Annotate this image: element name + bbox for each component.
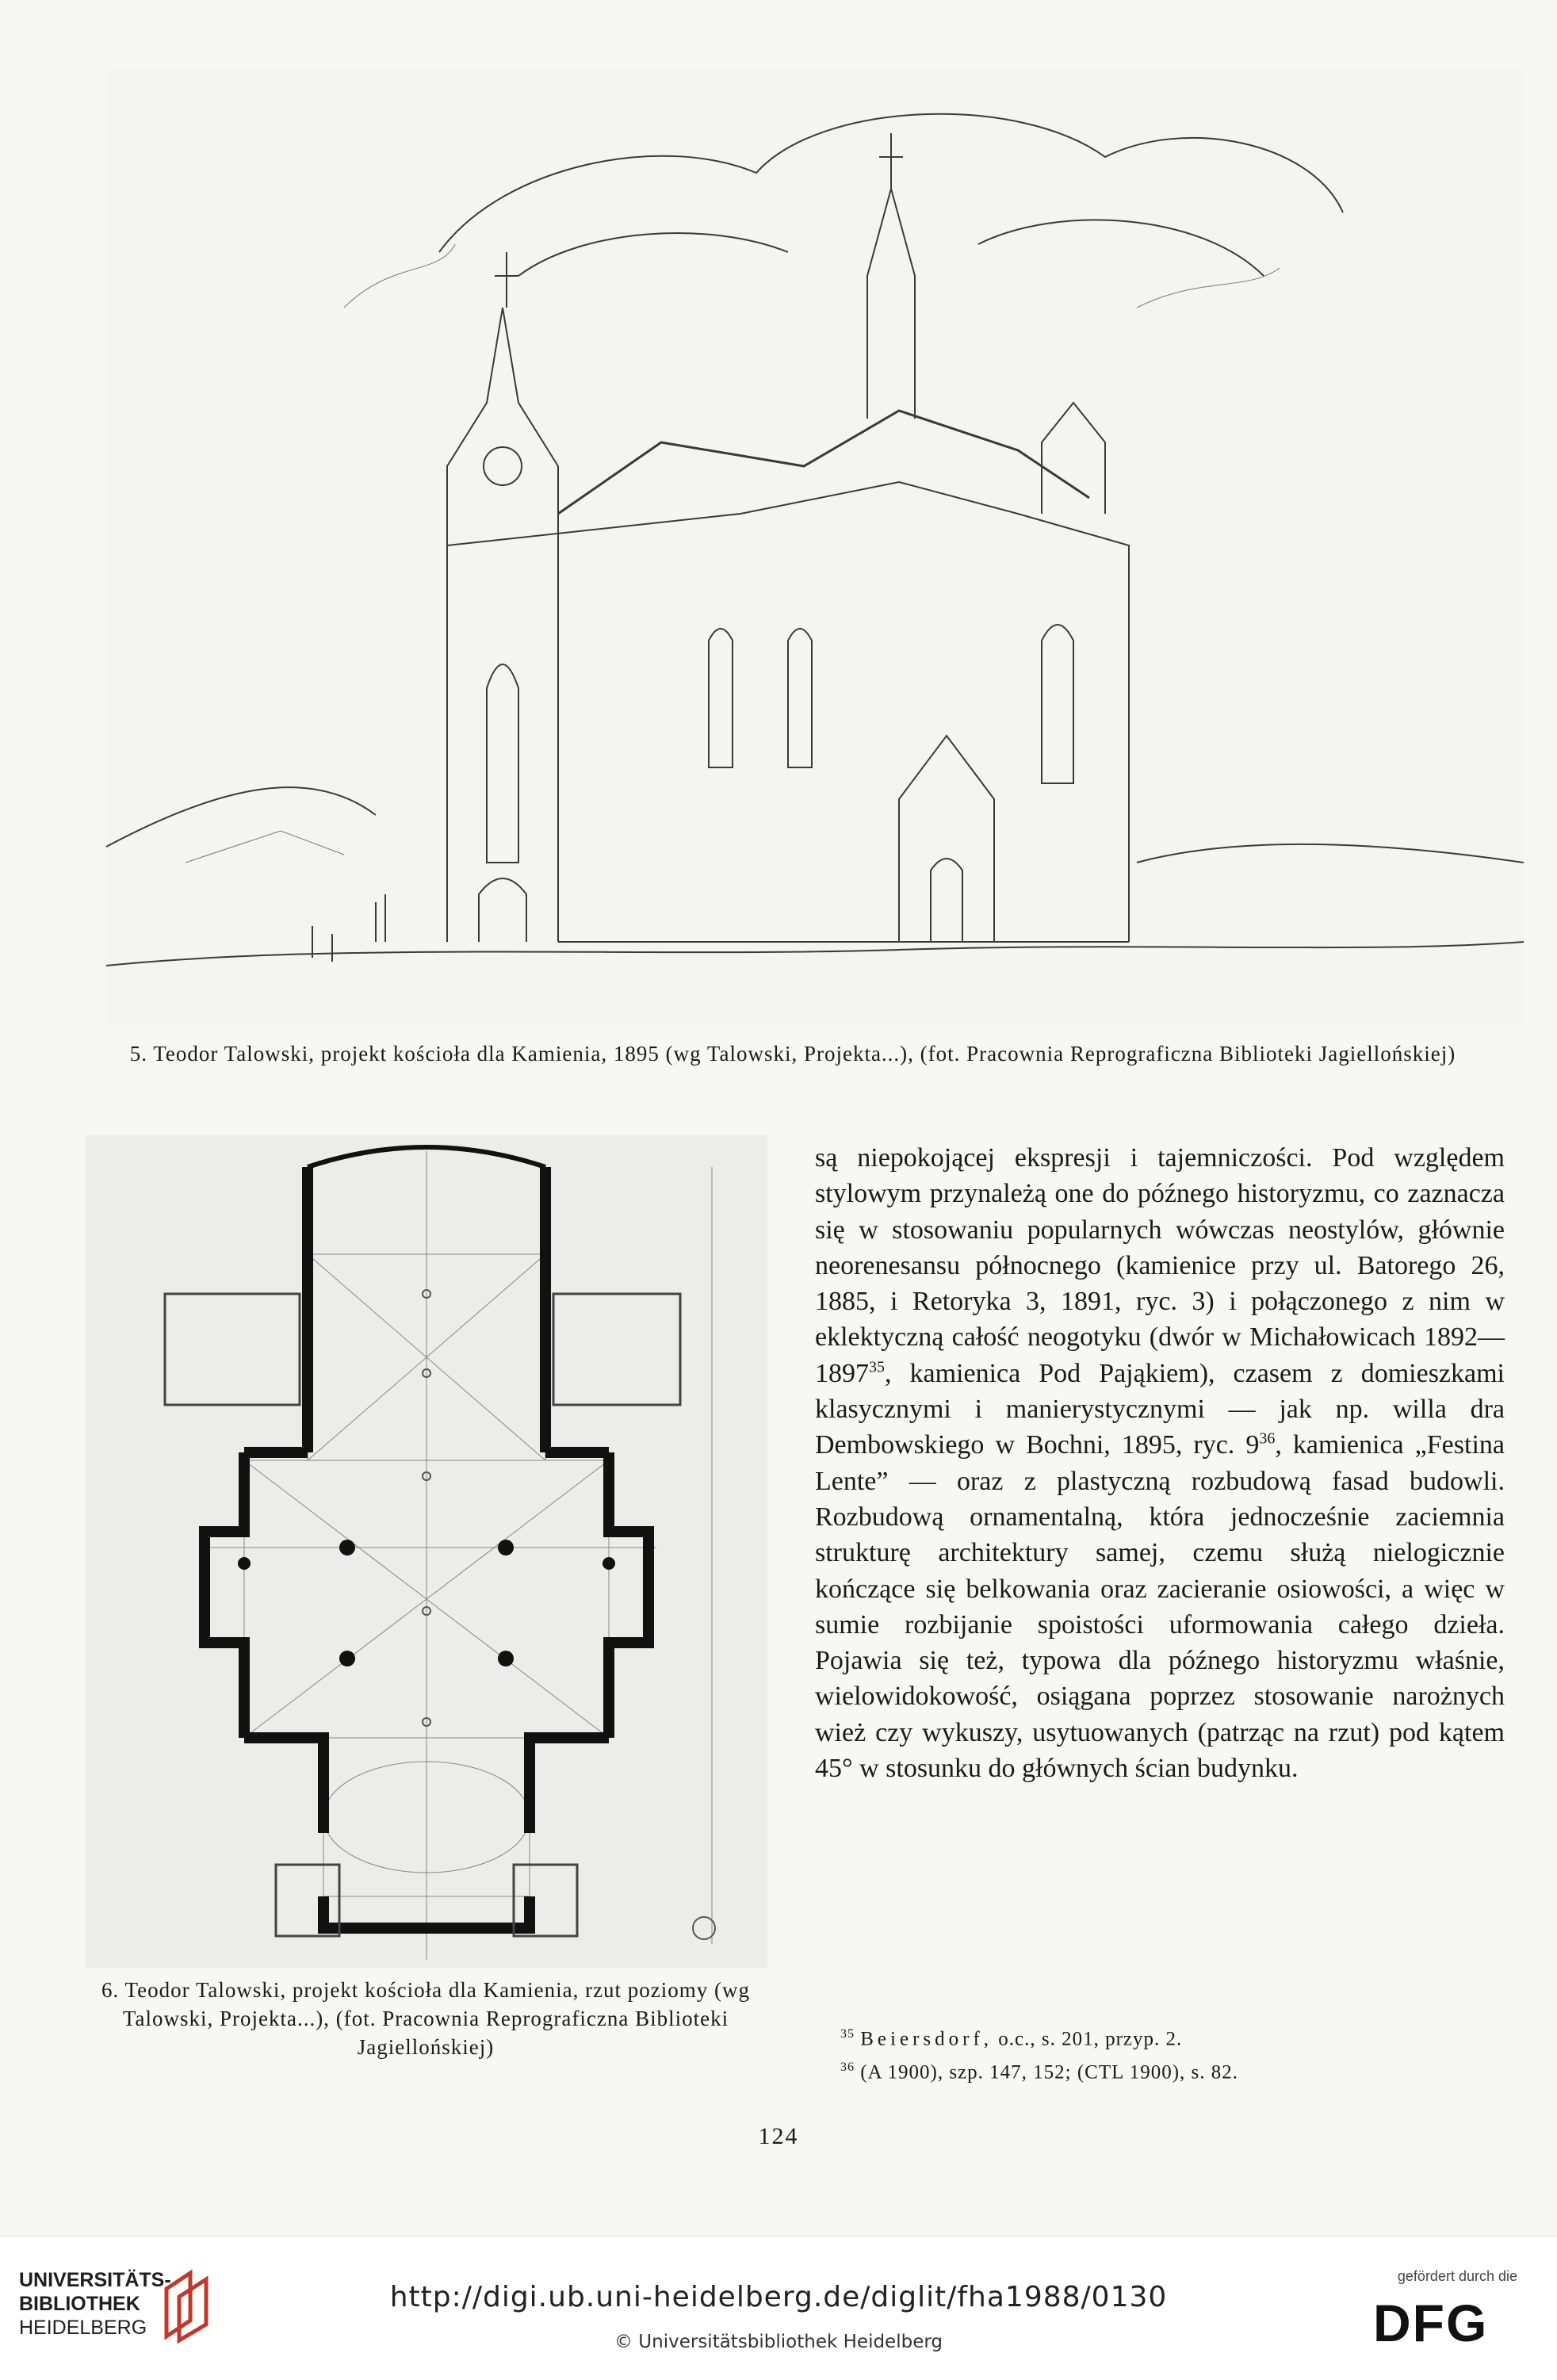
footnote-text: o.c., s. 201, przyp. 2. <box>993 2028 1183 2050</box>
figure-5-caption: 5. Teodor Talowski, projekt kościoła dla Kamienia, 1895 (wg Talowski, Projekta...), (fot. Pracownia Reprograficzna Biblioteki Jagiellońskiej) <box>129 1042 1456 1066</box>
church-sketch-illustration <box>106 70 1524 1025</box>
footnote-35 <box>840 2020 1506 2053</box>
figure-church-drawing <box>106 70 1524 1025</box>
body-text-segment: , kamienica Pod Pająkiem), czasem z domieszkami klasycznymi i manierystycznymi — jak np. willa dra Dembowskiego w Bochni, 1895, ryc. 9 <box>815 1358 1505 1460</box>
dfg-logo-text: DFG <box>1373 2297 1489 2347</box>
sponsor-text: gefördert durch die <box>1397 2268 1517 2284</box>
body-text-segment: są niepokojącej ekspresji i tajemniczości. Pod względem stylowym przynależą one do późnego historyzmu, co zaznacza się w stosowaniu popularnych wówczas neostylów, głównie neorenesansu północnego (kamienice przy ul. Batorego 26, 1885, i Retoryka 3, 1891, ryc. 3) i połączonego z nim w eklektyczną całość neogotyku (dwór w Michałowicach 1892—1897 <box>815 1143 1505 1388</box>
footnotes <box>840 2020 1506 2087</box>
footnote-number: 35 <box>840 2027 855 2041</box>
footnote-ref-36[interactable]: 36 <box>1259 1430 1276 1448</box>
logo-line: HEIDELBERG <box>19 2317 147 2339</box>
body-paragraph <box>815 1140 1505 1786</box>
library-banner <box>0 2236 1557 2380</box>
footnote-36 <box>840 2053 1506 2087</box>
footnote-ref-35[interactable]: 35 <box>869 1358 885 1376</box>
logo-line: BIBLIOTHEK <box>19 2293 140 2315</box>
page-number: 124 <box>758 2123 799 2149</box>
floor-plan-drawing <box>86 1135 767 1968</box>
figure-6-caption: 6. Teodor Talowski, projekt kościoła dla Kamienia, rzut poziomy (wg Talowski, Projekta...), (fot. Pracownia Reprograficzna Biblioteki Jagiellońskiej) <box>101 1978 751 2059</box>
dfg-logo-icon[interactable] <box>1373 2297 1521 2347</box>
body-text-column <box>815 1140 1505 1786</box>
copyright-text: © Universitätsbibliothek Heidelberg <box>614 2332 943 2352</box>
body-text-segment: , kamienica „Festina Lente” — oraz z plastyczną rozbudową fasad budowli. Rozbudową ornamentalną, która jednocześnie zaciemnia strukturę architektury samej, czemu służą nielogicznie kończące się belkowania oraz zacieranie osiowości, a więc w sumie rozbijanie spoistości uformowania całego dzieła. Pojawia się też, typowa dla późnego historyzmu właśnie, wielowidokowość, osiągana poprzez stosowanie narożnych wież czy wykuszy, usytuowanych (patrząc na rzut) pod kątem 45° w stosunku do głównych ścian budynku. <box>815 1430 1505 1784</box>
footnote-text: (A 1900), szp. 147, 152; (CTL 1900), s. 82. <box>860 2061 1239 2083</box>
footnote-author: Beiersdorf, <box>860 2028 993 2050</box>
logo-line: UNIVERSITÄTS- <box>19 2269 171 2291</box>
permalink-url[interactable]: http://digi.ub.uni-heidelberg.de/diglit/fha1988/0130 <box>389 2281 1168 2313</box>
footnote-number: 36 <box>840 2060 855 2075</box>
figure-floor-plan <box>86 1135 767 1968</box>
